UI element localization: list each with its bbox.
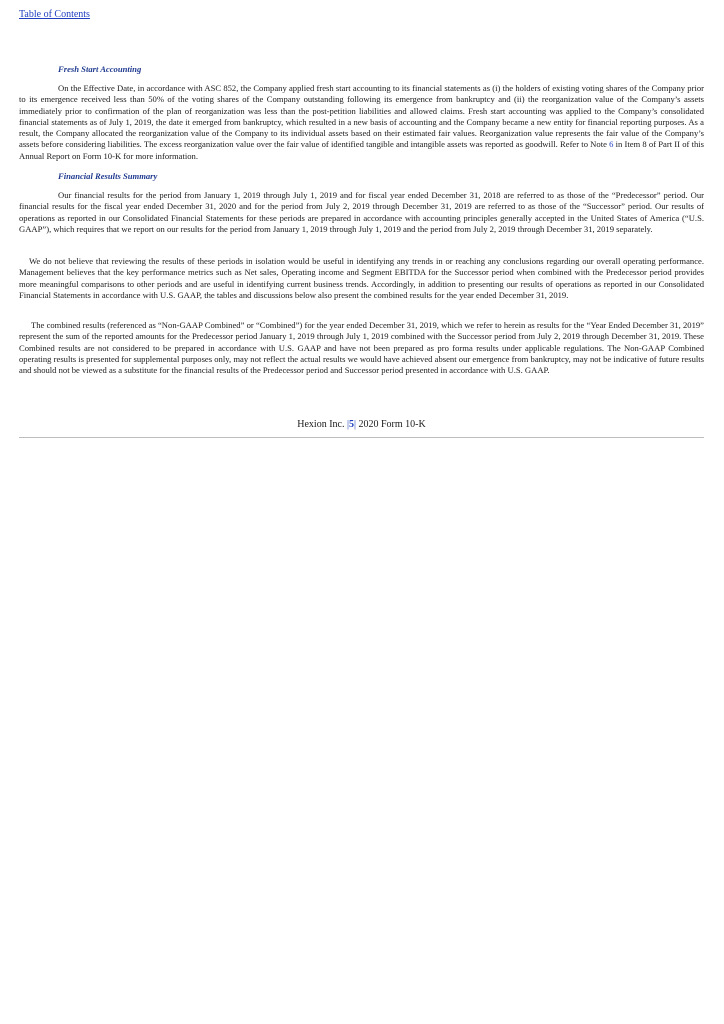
page-footer — [19, 419, 704, 430]
paragraph-predecessor-successor-periods: Our financial results for the period from January 1, 2019 through July 1, 2019 and for fiscal year ended December 31, 2018 are referred to as those of the “Predecessor” period. Our financial results for the fiscal year ended December 31, 2020 and for the period from July 2, 2019 through December 31, 2019 are referred to as those of the “Successor” period. Our results of operations as reported in our Consolidated Financial Statements for these periods are prepared in accordance with accounting principles generally accepted in the United States of America (“U.S. GAAP”), which requires that we report on our results for the period from January 1, 2019 through July 1, 2019 and the period from July 2, 2019 through December 31, 2019 separately. — [19, 190, 704, 234]
heading-financial-results-summary: Financial Results Summary — [58, 171, 158, 181]
footer-page-number: 5 — [348, 419, 354, 430]
footer-company: Hexion Inc. — [297, 419, 347, 430]
paragraph-combined-results-rationale: We do not believe that reviewing the results of these periods in isolation would be useful in identifying any trends in or reaching any conclusions regarding our overall operating performance. Management believes that the key performance metrics such as Net sales, Operating income and Segment EBITDA for the Successor period when combined with the Predecessor period provides more meaningful comparisons to other periods and are useful in identifying current business trends. Accordingly, in addition to presenting our results of operations as reported in our Consolidated Financial Statements in accordance with U.S. GAAP, the tables and discussions below also present the combined results for the year ended December 31, 2019. — [19, 256, 704, 300]
footer-divider — [19, 437, 704, 438]
paragraph-non-gaap-combined: The combined results (referenced as “Non-GAAP Combined” or “Combined”) for the year ended December 31, 2019, which we refer to herein as results for the “Year Ended December 31, 2019” represent the sum of the reported amounts for the Predecessor period January 1, 2019 through July 1, 2019 combined with the Successor period from July 2, 2019 through December 31, 2019. These Combined results are not considered to be prepared in accordance with U.S. GAAP and have not been prepared as pro forma results under applicable regulations. The Non-GAAP Combined operating results is presented for supplemental purposes only, may not reflect the actual results we would have achieved absent our emergence from bankruptcy, may not be indicative of future results and should not be viewed as a substitute for the financial results of the Predecessor period and Successor period presented in accordance with U.S. GAAP. — [19, 320, 704, 376]
footer-form: 2020 Form 10-K — [356, 419, 426, 430]
fresh-start-text-after-link: in Item 8 of Part II of this Annual Report on Form 10-K for more information. — [19, 139, 704, 161]
heading-fresh-start-accounting: Fresh Start Accounting — [58, 64, 142, 74]
table-of-contents-link[interactable]: Table of Contents — [19, 9, 90, 20]
note-6-link[interactable]: 6 — [609, 139, 614, 150]
paragraph-fresh-start-accounting — [19, 83, 704, 162]
footer-separator-right: | — [353, 419, 356, 430]
footer-separator-left: | — [346, 419, 349, 430]
fresh-start-text-before-link: On the Effective Date, in accordance with ASC 852, the Company applied fresh start accounting to its financial statements as (i) the holders of existing voting shares of the Company prior to its emergence received less than 50% of the voting shares of the Company outstanding following its emergence from bankruptcy and (ii) the reorganization value of the Company’s assets immediately prior to confirmation of the plan of reorganization was less than the post-petition liabilities and allowed claims. Fresh start accounting was applied to the Company’s consolidated financial statements as of July 1, 2019, the date it emerged from bankruptcy, which resulted in a new basis of accounting and the Company became a new entity for financial reporting purposes. As a result, the Company allocated the reorganization value of the Company to its individual assets based on their estimated fair values. Reorganization value represents the fair value of the Company’s assets before considering liabilities. The excess reorganization value over the fair value of identified tangible and intangible assets was reported as goodwill. Refer to Note — [19, 83, 704, 150]
